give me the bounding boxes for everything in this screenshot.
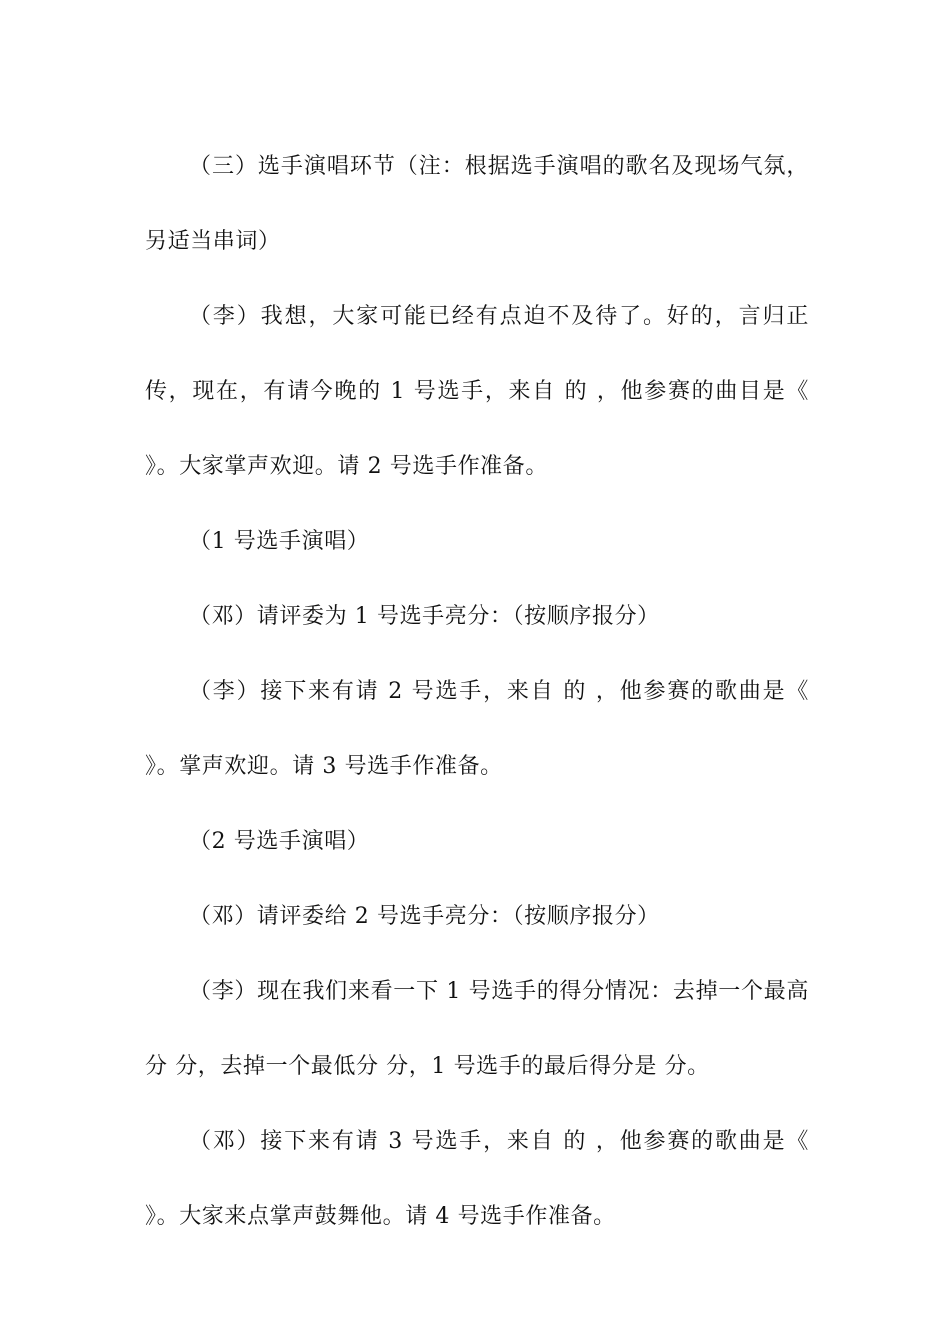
section-heading-paragraph: （三）选手演唱环节（注：根据选手演唱的歌名及现场气氛，另适当串词） (145, 154, 809, 254)
stage-direction-2: （2 号选手演唱） (189, 829, 370, 854)
document-body (145, 129, 809, 1254)
host-deng-contestant-3: （邓）接下来有请 3 号选手，来自 的 ，他参赛的歌曲是《 》。大家来点掌声鼓舞他。请 4 号选手作准备。 (145, 1129, 809, 1229)
host-deng-score-2: （邓）请评委给 2 号选手亮分：（按顺序报分） (189, 904, 660, 929)
host-li-score-summary: （李）现在我们来看一下 1 号选手的得分情况：去掉一个最高分 分，去掉一个最低分 分，1 号选手的最后得分是 分。 (145, 979, 809, 1079)
stage-direction-1: （1 号选手演唱） (189, 529, 370, 554)
host-li-contestant-2: （李）接下来有请 2 号选手，来自 的 ，他参赛的歌曲是《 》。掌声欢迎。请 3 号选手作准备。 (145, 679, 809, 779)
host-li-intro-paragraph: （李）我想，大家可能已经有点迫不及待了。好的，言归正传，现在，有请今晚的 1 号选手，来自 的 ，他参赛的曲目是《 》。大家掌声欢迎。请 2 号选手作准备。 (145, 304, 809, 479)
host-deng-score-1: （邓）请评委为 1 号选手亮分：（按顺序报分） (189, 604, 660, 629)
